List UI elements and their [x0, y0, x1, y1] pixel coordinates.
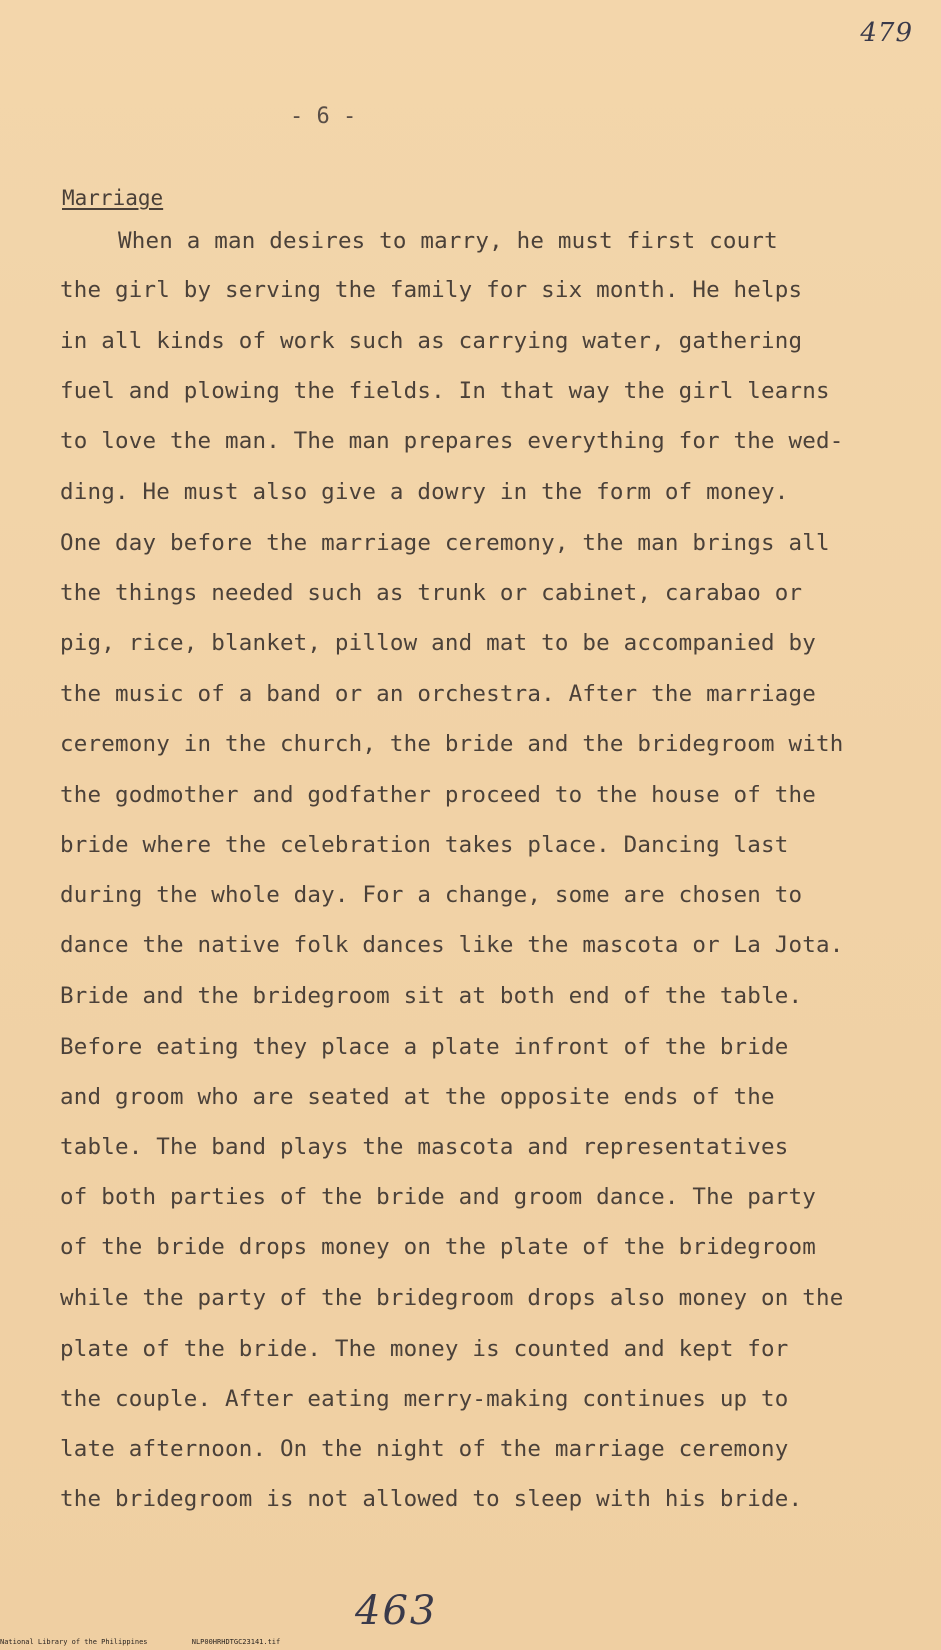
- text-line: Before eating they place a plate infront of the bride: [60, 1034, 789, 1060]
- handwritten-folio-number: 463: [355, 1588, 438, 1634]
- text-line: the things needed such as trunk or cabinet, carabao or: [60, 580, 803, 606]
- text-line: during the whole day. For a change, some are chosen to: [60, 882, 803, 908]
- text-line: plate of the bride. The money is counted and kept for: [60, 1336, 789, 1362]
- text-line: the godmother and godfather proceed to the house of the: [60, 782, 817, 808]
- text-line: of the bride drops money on the plate of the bridegroom: [60, 1234, 817, 1260]
- text-line: of both parties of the bride and groom dance. The party: [60, 1184, 817, 1210]
- text-line: the couple. After eating merry-making continues up to: [60, 1386, 789, 1412]
- scan-footer: [0, 1638, 320, 1646]
- text-line: in all kinds of work such as carrying water, gathering: [60, 328, 803, 354]
- footer-library: National Library of the Philippines: [0, 1638, 148, 1646]
- page-label: - 6 -: [290, 104, 357, 129]
- text-line: while the party of the bridegroom drops also money on the: [60, 1285, 844, 1311]
- text-line: When a man desires to marry, he must first court: [118, 228, 778, 254]
- footer-file: NLP00HRHDTGC23141.tif: [191, 1638, 281, 1646]
- text-line: table. The band plays the mascota and representatives: [60, 1134, 789, 1160]
- text-line: the bridegroom is not allowed to sleep with his bride.: [60, 1486, 803, 1512]
- text-line: ding. He must also give a dowry in the form of money.: [60, 479, 789, 505]
- text-line: One day before the marriage ceremony, the man brings all: [60, 530, 830, 556]
- text-line: the music of a band or an orchestra. After the marriage: [60, 681, 817, 707]
- text-line: fuel and plowing the fields. In that way the girl learns: [60, 378, 830, 404]
- text-line: dance the native folk dances like the mascota or La Jota.: [60, 932, 844, 958]
- text-line: Bride and the bridegroom sit at both end of the table.: [60, 983, 803, 1009]
- text-line: ceremony in the church, the bride and the bridegroom with: [60, 731, 844, 757]
- handwritten-page-number: 479: [860, 18, 913, 48]
- section-heading: Marriage: [62, 186, 164, 210]
- text-line: and groom who are seated at the opposite ends of the: [60, 1084, 775, 1110]
- text-line: late afternoon. On the night of the marriage ceremony: [60, 1436, 789, 1462]
- text-line: to love the man. The man prepares everything for the wed-: [60, 428, 844, 454]
- text-line: pig, rice, blanket, pillow and mat to be accompanied by: [60, 630, 817, 656]
- text-line: the girl by serving the family for six month. He helps: [60, 277, 803, 303]
- text-line: bride where the celebration takes place. Dancing last: [60, 832, 789, 858]
